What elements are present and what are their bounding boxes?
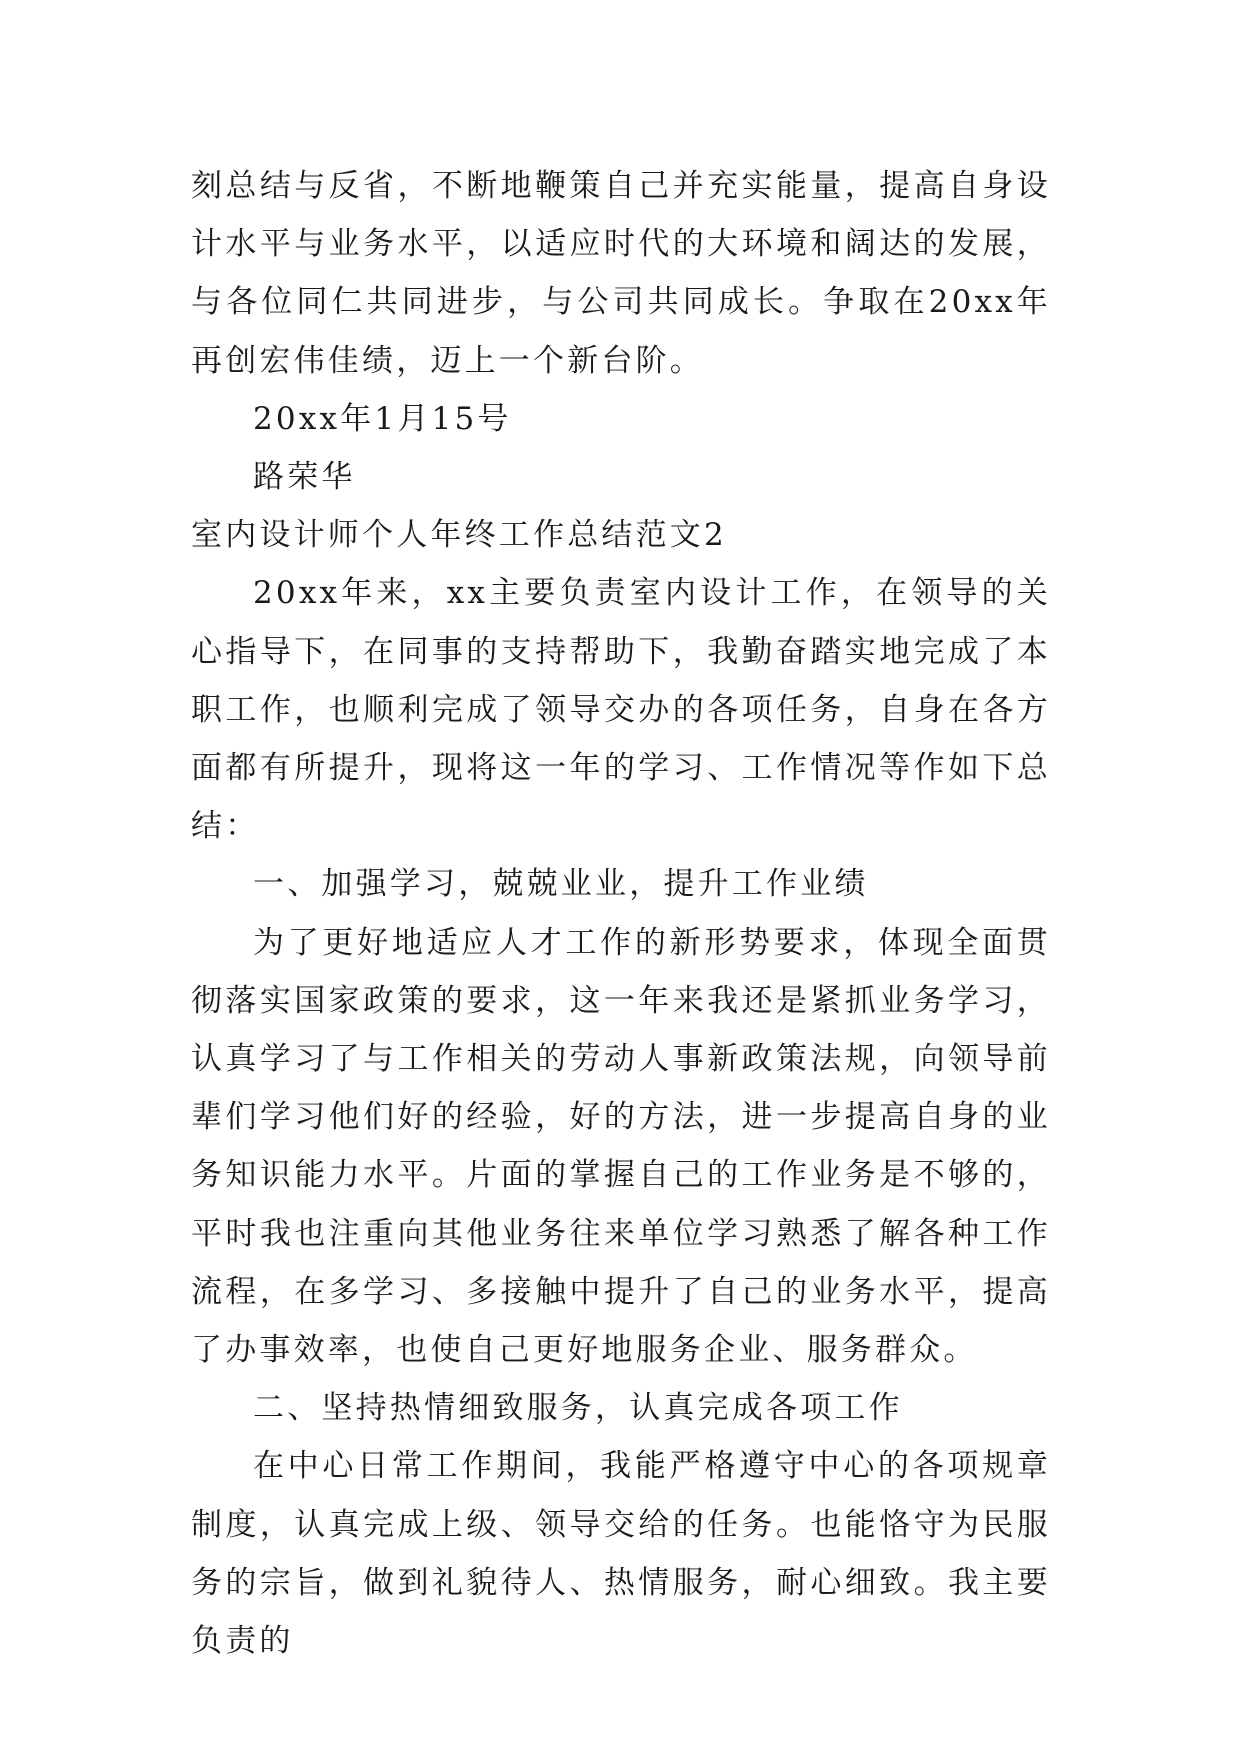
signature-date: 20xx年1月15号 xyxy=(253,400,512,437)
paragraph-service: 在中心日常工作期间，我能严格遵守中心的各项规章制度，认真完成上级、领导交给的任务。也能恪守为民服务的宗旨，做到礼貌待人、热情服务，耐心细致。我主要负责的 xyxy=(191,1448,1051,1660)
signature-name: 路荣华 xyxy=(253,459,356,496)
heading-one: 一、加强学习，兢兢业业，提升工作业绩 xyxy=(253,866,869,903)
heading-two: 二、坚持热情细致服务，认真完成各项工作 xyxy=(253,1390,903,1427)
paragraph-intro: 20xx年来，xx主要负责室内设计工作，在领导的关心指导下，在同事的支持帮助下，我勤奋踏实地完成了本职工作，也顺利完成了领导交办的各项任务，自身在各方面都有所提升，现将这一年的学习、工作情况等作如下总结： xyxy=(191,575,1051,845)
paragraph-continued: 刻总结与反省，不断地鞭策自己并充实能量，提高自身设计水平与业务水平，以适应时代的大环境和阔达的发展，与各位同仁共同进步，与公司共同成长。争取在20xx年再创宏伟佳绩，迈上一个新台阶。 xyxy=(191,168,1051,379)
document-body xyxy=(191,157,1051,1670)
paragraph-study: 为了更好地适应人才工作的新形势要求，体现全面贯彻落实国家政策的要求，这一年来我还是紧抓业务学习，认真学习了与工作相关的劳动人事新政策法规，向领导前辈们学习他们好的经验，好的方法，进一步提高自身的业务知识能力水平。片面的掌握自己的工作业务是不够的，平时我也注重向其他业务往来单位学习熟悉了解各种工作流程，在多学习、多接触中提升了自己的业务水平，提高了办事效率，也使自己更好地服务企业、服务群众。 xyxy=(191,924,1051,1369)
section-title: 室内设计师个人年终工作总结范文2 xyxy=(191,517,727,554)
